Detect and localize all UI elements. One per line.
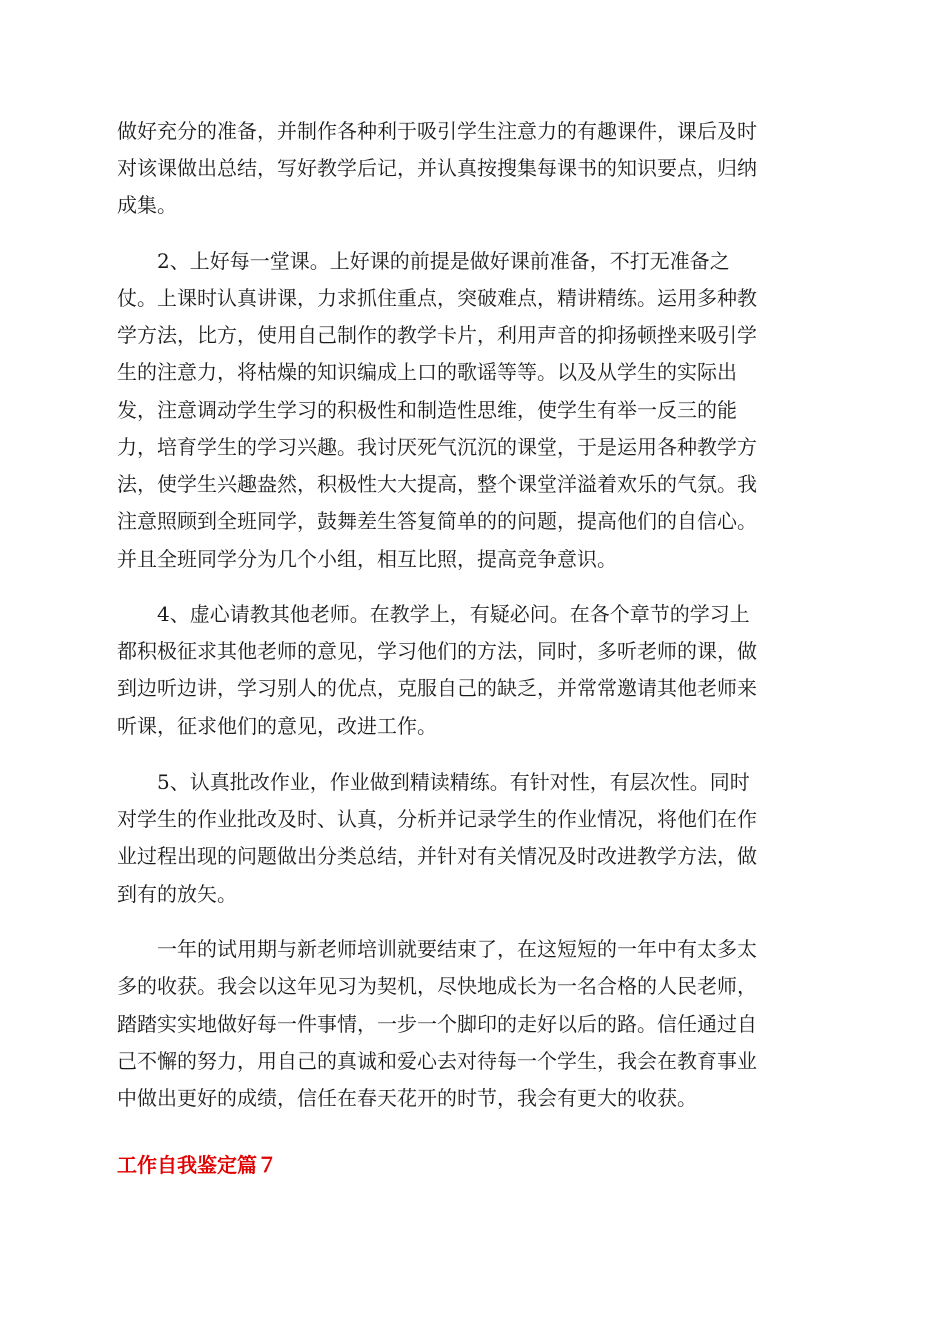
paragraph-5-line-3: 踏踏实实地做好每一件事情，一步一个脚印的走好以后的路。信任通过自 bbox=[117, 1012, 757, 1036]
paragraph-2-line-7: 法，使学生兴趣盎然，积极性大大提高，整个课堂洋溢着欢乐的气氛。我 bbox=[117, 472, 757, 496]
paragraph-1-line-3: 成集。 bbox=[117, 193, 177, 217]
paragraph-4-line-2: 对学生的作业批改及时、认真，分析并记录学生的作业情况，将他们在作 bbox=[117, 807, 757, 831]
paragraph-4-line-4: 到有的放矢。 bbox=[117, 882, 237, 906]
paragraph-2-line-5: 发，注意调动学生学习的积极性和制造性思维，使学生有举一反三的能 bbox=[117, 398, 737, 422]
paragraph-5-line-1: 一年的试用期与新老师培训就要结束了，在这短短的一年中有太多太 bbox=[117, 937, 757, 961]
section-heading: 工作自我鉴定篇７ bbox=[117, 1153, 277, 1177]
paragraph-2-line-8: 注意照顾到全班同学，鼓舞差生答复简单的的问题，提高他们的自信心。 bbox=[117, 509, 757, 533]
paragraph-3-line-1: 4、虚心请教其他老师。在教学上，有疑必问。在各个章节的学习上 bbox=[117, 602, 750, 626]
paragraph-2-line-6: 力，培育学生的学习兴趣。我讨厌死气沉沉的课堂，于是运用各种教学方 bbox=[117, 435, 757, 459]
paragraph-5-line-4: 己不懈的努力，用自己的真诚和爱心去对待每一个学生，我会在教育事业 bbox=[117, 1049, 757, 1073]
paragraph-2-line-1: 2、上好每一堂课。上好课的前提是做好课前准备，不打无准备之 bbox=[117, 249, 730, 273]
paragraph-2-line-3: 学方法，比方，使用自己制作的教学卡片，利用声音的抑扬顿挫来吸引学 bbox=[117, 323, 757, 347]
paragraph-5-line-2: 多的收获。我会以这年见习为契机，尽快地成长为一名合格的人民老师， bbox=[117, 974, 757, 998]
paragraph-4-line-1: 5、认真批改作业，作业做到精读精练。有针对性，有层次性。同时 bbox=[117, 770, 750, 794]
paragraph-3-line-2: 都积极征求其他老师的意见，学习他们的方法，同时，多听老师的课，做 bbox=[117, 639, 757, 663]
paragraph-3-line-4: 听课，征求他们的意见，改进工作。 bbox=[117, 714, 437, 738]
paragraph-4-line-3: 业过程出现的问题做出分类总结，并针对有关情况及时改进教学方法，做 bbox=[117, 844, 757, 868]
paragraph-5-line-5: 中做出更好的成绩，信任在春天花开的时节，我会有更大的收获。 bbox=[117, 1086, 697, 1110]
paragraph-2-line-9: 并且全班同学分为几个小组，相互比照，提高竞争意识。 bbox=[117, 547, 617, 571]
paragraph-2-line-2: 仗。上课时认真讲课，力求抓住重点，突破难点，精讲精练。运用多种教 bbox=[117, 286, 757, 310]
paragraph-1-line-1: 做好充分的准备，并制作各种利于吸引学生注意力的有趣课件，课后及时 bbox=[117, 119, 757, 143]
paragraph-1-line-2: 对该课做出总结，写好教学后记，并认真按搜集每课书的知识要点，归纳 bbox=[117, 156, 757, 180]
paragraph-2-line-4: 生的注意力，将枯燥的知识编成上口的歌谣等等。以及从学生的实际出 bbox=[117, 360, 737, 384]
paragraph-3-line-3: 到边听边讲，学习别人的优点，克服自己的缺乏，并常常邀请其他老师来 bbox=[117, 676, 757, 700]
